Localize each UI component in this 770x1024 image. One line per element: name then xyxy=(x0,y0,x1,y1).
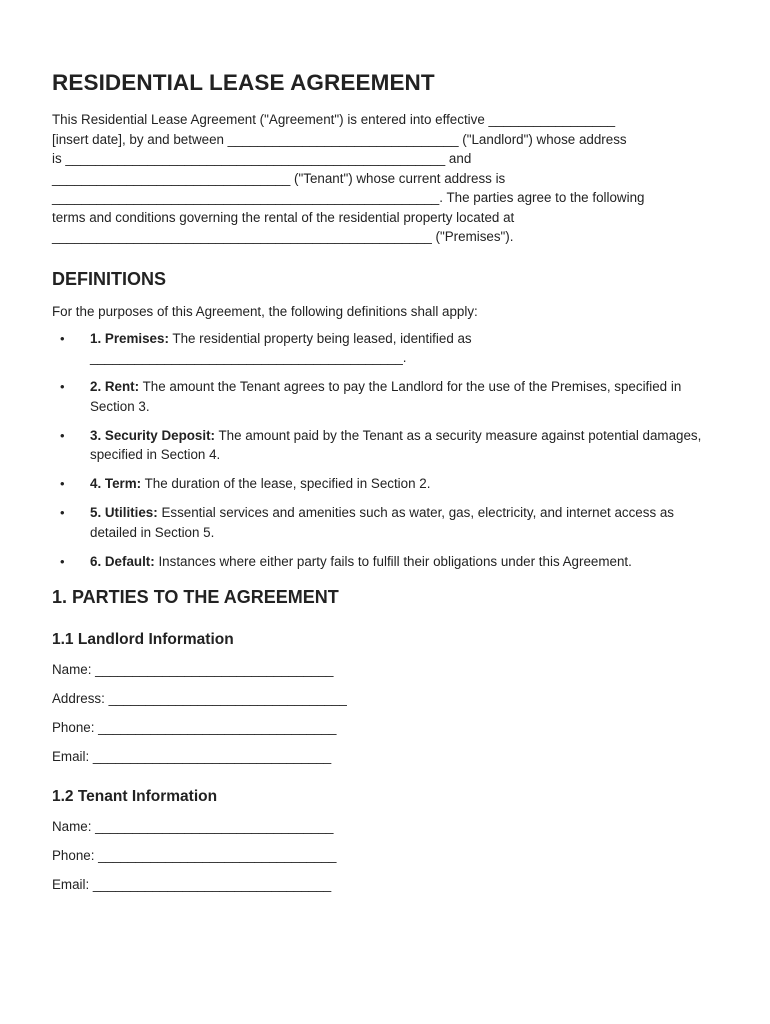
definition-term: 3. Security Deposit: xyxy=(90,427,216,443)
definition-term: 6. Default: xyxy=(90,553,155,569)
tenant-name-field: Name: ________________________________ xyxy=(52,819,334,834)
definitions-list xyxy=(52,329,722,572)
parties-heading: 1. PARTIES TO THE AGREEMENT xyxy=(52,587,339,607)
document-page xyxy=(52,66,722,894)
landlord-info-heading: 1.1 Landlord Information xyxy=(52,631,234,648)
landlord-phone-field: Phone: ________________________________ xyxy=(52,720,337,735)
definition-term: 4. Term: xyxy=(90,476,142,491)
definition-text: The duration of the lease, specified in Section 2. xyxy=(141,476,431,491)
bullet-icon: • xyxy=(60,505,65,520)
landlord-email-field: Email: ________________________________ xyxy=(52,749,332,764)
definition-item-security-deposit xyxy=(52,426,722,465)
definition-item-rent xyxy=(52,377,722,416)
definition-term: 2. Rent: xyxy=(90,379,140,394)
bullet-icon: • xyxy=(60,553,65,569)
bullet-icon: • xyxy=(60,330,65,346)
definition-text: The amount paid by the Tenant as a security measure against potential damages, specified in Section 4. xyxy=(90,427,702,462)
definitions-heading: DEFINITIONS xyxy=(52,268,167,289)
document-title: RESIDENTIAL LEASE AGREEMENT xyxy=(52,70,435,95)
bullet-icon: • xyxy=(60,427,65,443)
definition-text: Instances where either party fails to fulfill their obligations under this Agreement. xyxy=(154,553,632,569)
landlord-address-field: Address: ________________________________ xyxy=(52,691,347,706)
definition-item-utilities xyxy=(52,503,722,542)
definition-item-default xyxy=(52,552,722,572)
definition-term: 5. Utilities: xyxy=(90,505,158,520)
tenant-email-field: Email: ________________________________ xyxy=(52,877,332,892)
definition-term: 1. Premises: xyxy=(90,330,169,346)
bullet-icon: • xyxy=(60,476,65,491)
intro-paragraph: This Residential Lease Agreement ("Agreement") is entered into effective _________________ [insert date], by and between _______________________________ ("Landlord") whose address is ___________________________________________________ and ________________________________ ("Tenant") whose current address is ____________________________________________________. The parties agree to the following terms and conditions governing the rental of the residential property located at ___________________________________________________ ("Premises"). xyxy=(52,112,645,244)
tenant-phone-field: Phone: ________________________________ xyxy=(52,848,337,863)
definition-text: The amount the Tenant agrees to pay the Landlord for the use of the Premises, specified in Section 3. xyxy=(90,379,682,414)
definition-item-premises xyxy=(52,329,722,368)
definition-text: The residential property being leased, identified as xyxy=(168,330,472,346)
definition-text: Essential services and amenities such as water, gas, electricity, and internet access as detailed in Section 5. xyxy=(90,505,674,540)
bullet-icon: • xyxy=(60,379,65,394)
definition-item-term xyxy=(52,474,722,494)
definitions-intro: For the purposes of this Agreement, the following definitions shall apply: xyxy=(52,303,478,319)
landlord-name-field: Name: ________________________________ xyxy=(52,662,334,677)
tenant-info-heading: 1.2 Tenant Information xyxy=(52,788,218,805)
definition-blank: __________________________________________. xyxy=(90,350,407,365)
